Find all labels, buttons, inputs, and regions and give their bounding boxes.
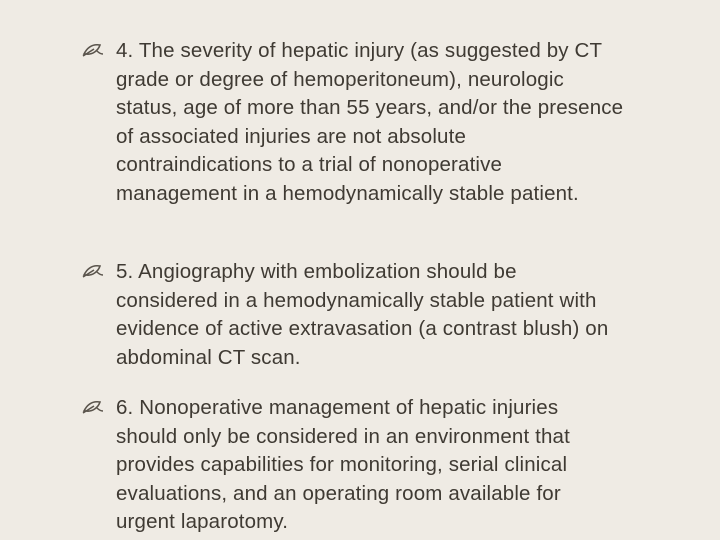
bullet-text: 4. The severity of hepatic injury (as suggested by CT grade or degree of hemoperitoneum), neurologic status, age of more than 55 years, and/or the presence of associated injuries are not absolute contraindications to a trial of nonoperative management in a hemodynamically stable patient. <box>116 39 624 205</box>
leaf-bullet-icon <box>82 42 104 58</box>
leaf-bullet-icon <box>82 263 104 279</box>
bullet-text: 6. Nonoperative management of hepatic injuries should only be considered in an environment that provides capabilities for monitoring, serial clinical evaluations, and an operating room available for urgent laparotomy. <box>116 396 570 534</box>
bullet-item <box>84 258 624 372</box>
leaf-bullet-icon <box>82 399 104 415</box>
bullet-text: 5. Angiography with embolization should be considered in a hemodynamically stable patient with evidence of active extravasation (a contrast blush) on abdominal CT scan. <box>116 260 609 369</box>
bullet-item <box>84 37 624 209</box>
bullet-item <box>84 394 624 537</box>
